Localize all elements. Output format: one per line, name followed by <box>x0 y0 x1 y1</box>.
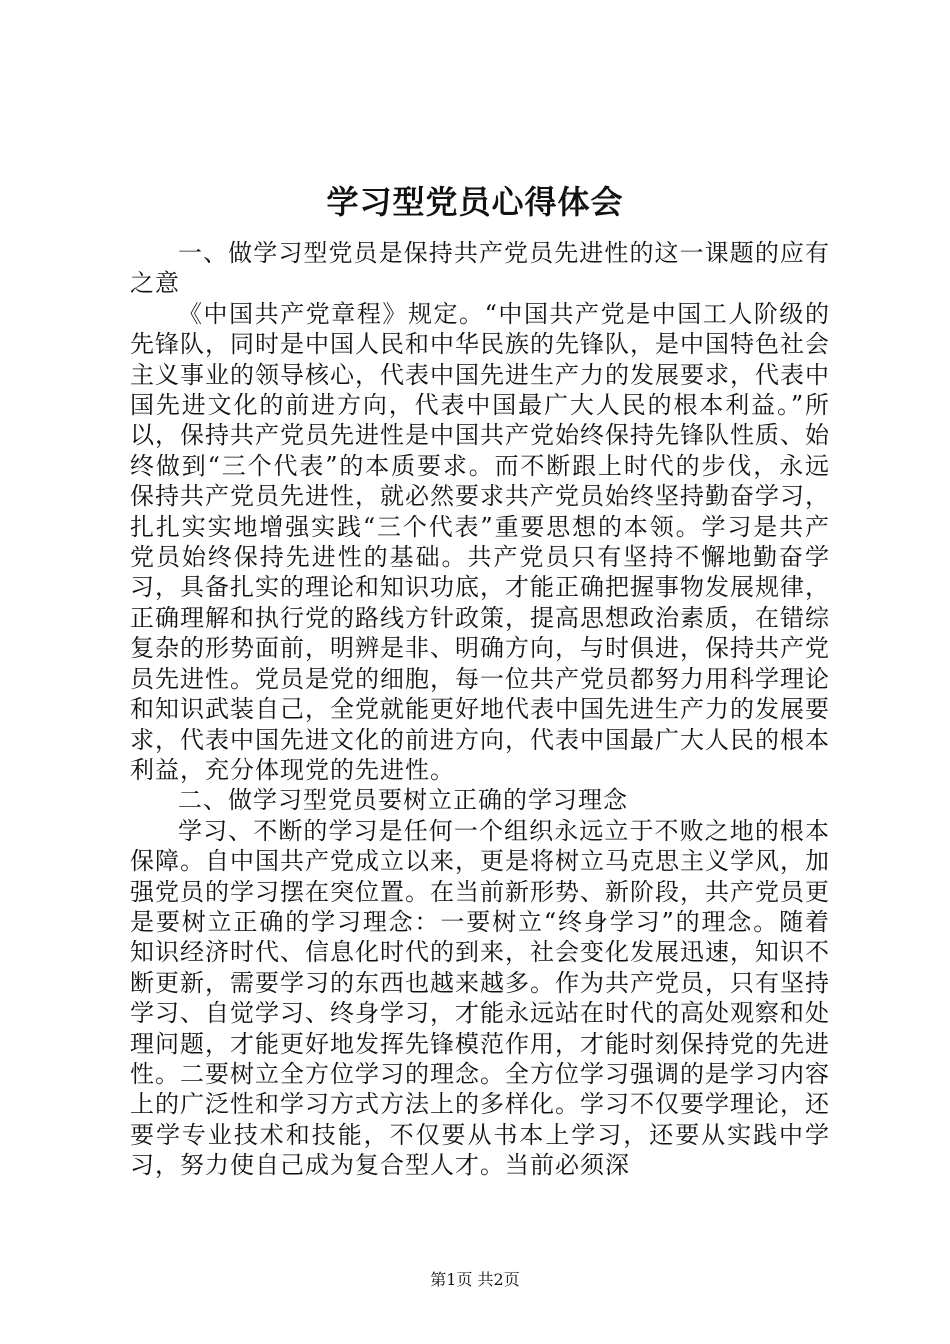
document-body <box>130 238 830 1181</box>
page-footer: 第1页 共2页 <box>430 1270 520 1289</box>
section-heading-2: 二、做学习型党员要树立正确的学习理念 <box>178 786 628 815</box>
section-heading-1: 一、做学习型党员是保持共产党员先进性的这一课题的应有之意 <box>130 239 830 298</box>
body-paragraph-2: 学习、不断的学习是任何一个组织永远立于不败之地的根本保障。自中国共产党成立以来，更是将树立马克思主义学风，加强党员的学习摆在突位置。在当前新形势、新阶段，共产党员更是要树立正确的学习理念：一要树立“终身学习”的理念。随着知识经济时代、信息化时代的到来，社会变化发展迅速，知识不断更新，需要学习的东西也越来越多。作为共产党员，只有坚持学习、自觉学习、终身学习，才能永远站在时代的高处观察和处理问题，才能更好地发挥先锋模范作用，才能时刻保持党的先进性。二要树立全方位学习的理念。全方位学习强调的是学习内容上的广泛性和学习方式方法上的多样化。学习不仅要学理论，还要学专业技术和技能，不仅要从书本上学习，还要从实践中学习，努力使自己成为复合型人才。当前必须深 <box>130 816 830 1180</box>
body-paragraph-1: 《中国共产党章程》规定。“中国共产党是中国工人阶级的先锋队，同时是中国人民和中华民族的先锋队，是中国特色社会主义事业的领导核心，代表中国先进生产力的发展要求，代表中国先进文化的前进方向，代表中国最广大人民的根本利益。”所以，保持共产党员先进性是中国共产党始终保持先锋队性质、始终做到“三个代表”的本质要求。而不断跟上时代的步伐，永远保持共产党员先进性，就必然要求共产党员始终坚持勤奋学习，扎扎实实地增强实践“三个代表”重要思想的本领。学习是共产党员始终保持先进性的基础。共产党员只有坚持不懈地勤奋学习，具备扎实的理论和知识功底，才能正确把握事物发展规律，正确理解和执行党的路线方针政策，提高思想政治素质，在错综复杂的形势面前，明辨是非、明确方向，与时俱进，保持共产党员先进性。党员是党的细胞，每一位共产党员都努力用科学理论和知识武装自己，全党就能更好地代表中国先进生产力的发展要求，代表中国先进文化的前进方向，代表中国最广大人民的根本利益，充分体现党的先进性。 <box>130 299 830 784</box>
document-title: 学习型党员心得体会 <box>326 183 624 221</box>
